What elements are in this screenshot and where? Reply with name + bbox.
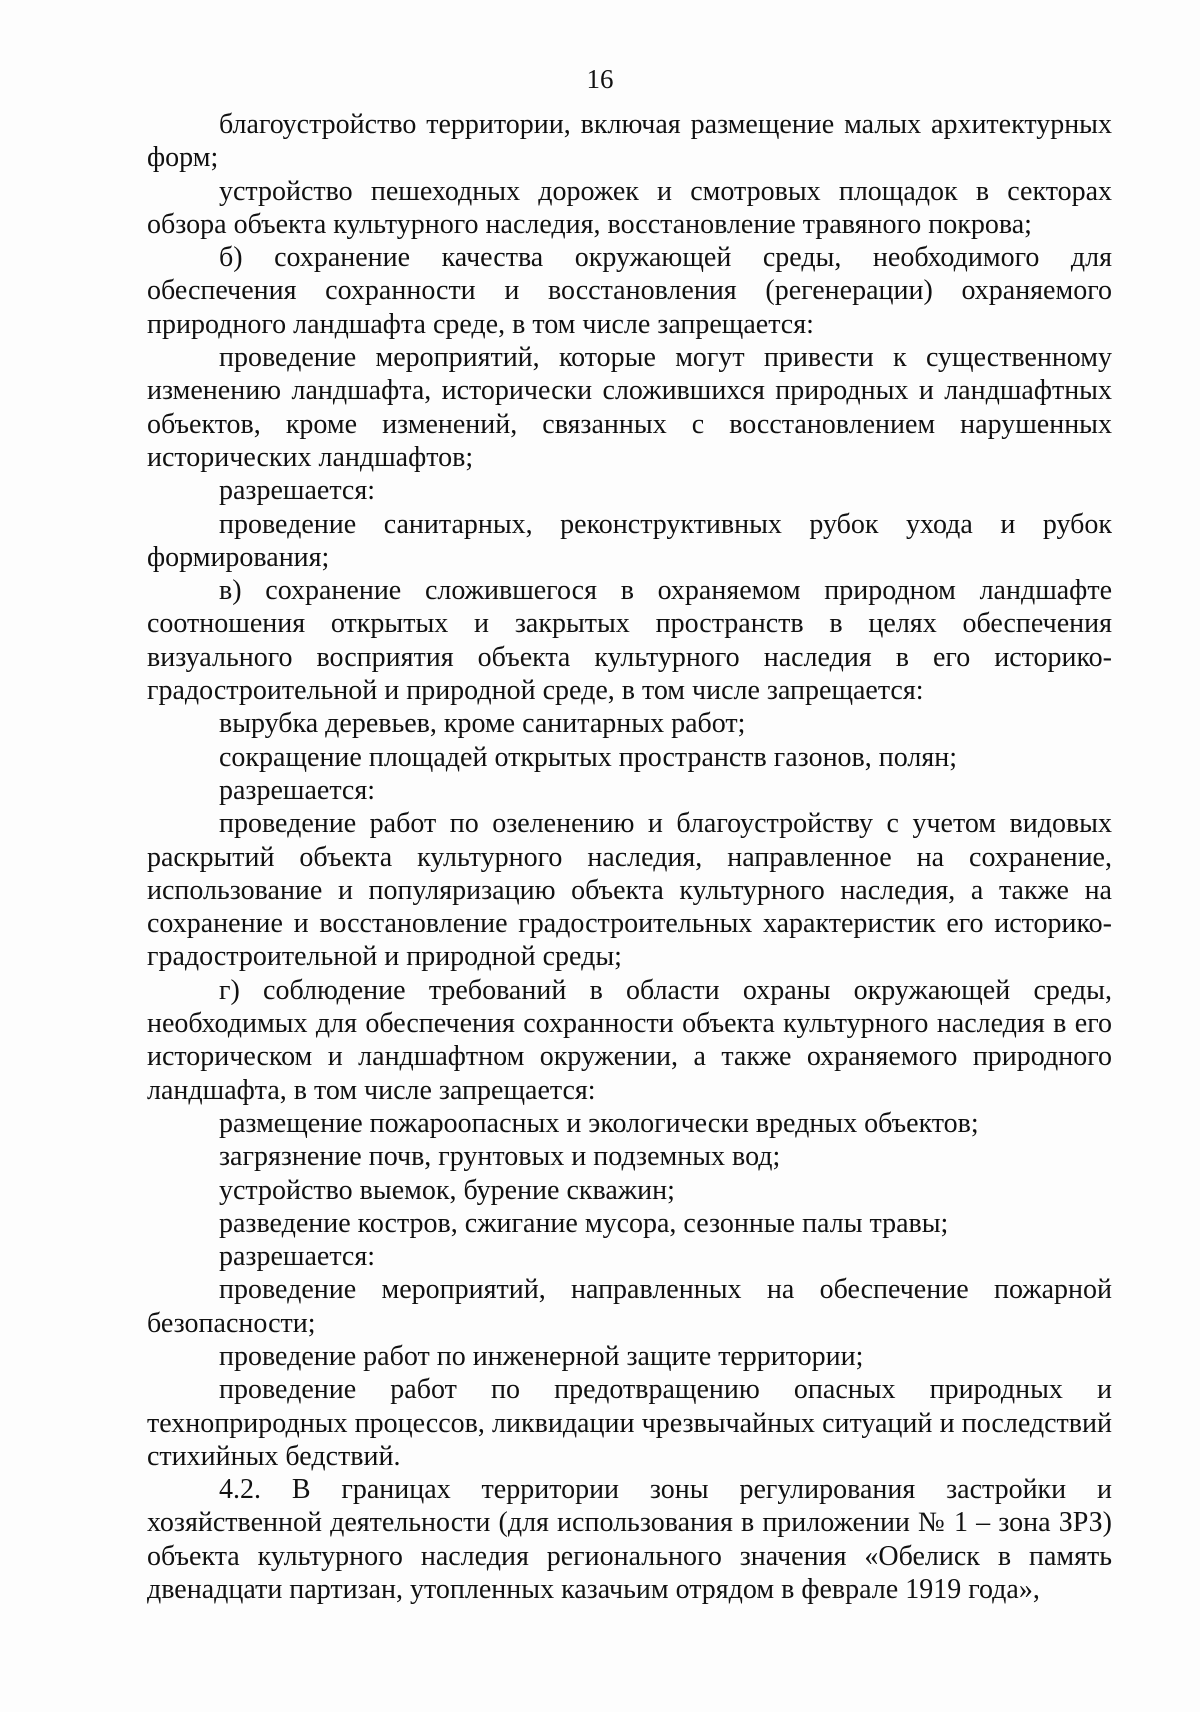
- paragraph: проведение мероприятий, которые могут привести к существенному изменению ландшафта, исторически сложившихся природных и ландшафтных объектов, кроме изменений, связанных с восстановлением нарушенных исторических ландшафтов;: [147, 342, 1112, 473]
- page-number: 16: [586, 64, 614, 94]
- paragraph: разрешается:: [219, 774, 375, 806]
- paragraph: г) соблюдение требований в области охраны окружающей среды, необходимых для обеспечения сохранности объекта культурного наследия в его историческом и ландшафтном окружении, а также охраняемого природного ландшафта, в том числе запрещается:: [147, 974, 1112, 1106]
- paragraph: в) сохранение сложившегося в охраняемом природном ландшафте соотношения открытых и закрытых пространств в целях обеспечения визуального восприятия объекта культурного наследия в его историко-градостроительной и природной среде, в том числе запрещается:: [147, 575, 1112, 707]
- paragraph: б) сохранение качества окружающей среды, необходимого для обеспечения сохранности и восстановления (регенерации) охраняемого природного ландшафта среде, в том числе запрещается:: [147, 242, 1112, 340]
- paragraph: размещение пожароопасных и экологически вредных объектов;: [219, 1107, 979, 1139]
- paragraph: устройство выемок, бурение скважин;: [219, 1174, 675, 1206]
- paragraph: проведение санитарных, реконструктивных рубок ухода и рубок формирования;: [147, 508, 1112, 573]
- paragraph: проведение работ по инженерной защите территории;: [219, 1340, 864, 1372]
- paragraph: 4.2. В границах территории зоны регулирования застройки и хозяйственной деятельности (для использования в приложении № 1 – зона ЗРЗ) объекта культурного наследия регионального значения «Обелиск в память двенадцати партизан, утопленных казачьим отрядом в феврале 1919 года»,: [147, 1474, 1112, 1606]
- paragraph: проведение работ по озеленению и благоустройству с учетом видовых раскрытий объекта культурного наследия, направленное на сохранение, использование и популяризацию объекта культурного наследия, а также на сохранение и восстановление градостроительных характеристик его историко-градостроительной и природной среды;: [147, 808, 1112, 973]
- document-body: [147, 108, 1112, 1606]
- paragraph: сокращение площадей открытых пространств газонов, полян;: [219, 741, 958, 773]
- paragraph: проведение работ по предотвращению опасных природных и техноприродных процессов, ликвидации чрезвычайных ситуаций и последствий стихийных бедствий.: [147, 1374, 1112, 1472]
- paragraph: проведение мероприятий, направленных на обеспечение пожарной безопасности;: [147, 1274, 1112, 1339]
- paragraph: загрязнение почв, грунтовых и подземных вод;: [219, 1141, 781, 1173]
- paragraph: вырубка деревьев, кроме санитарных работ;: [219, 708, 746, 740]
- paragraph: благоустройство территории, включая размещение малых архитектурных форм;: [147, 109, 1112, 174]
- paragraph: устройство пешеходных дорожек и смотровых площадок в секторах обзора объекта культурного наследия, восстановление травяного покрова;: [147, 175, 1112, 240]
- paragraph: разрешается:: [219, 1241, 375, 1273]
- paragraph: разрешается:: [219, 475, 375, 507]
- paragraph: разведение костров, сжигание мусора, сезонные палы травы;: [219, 1207, 949, 1239]
